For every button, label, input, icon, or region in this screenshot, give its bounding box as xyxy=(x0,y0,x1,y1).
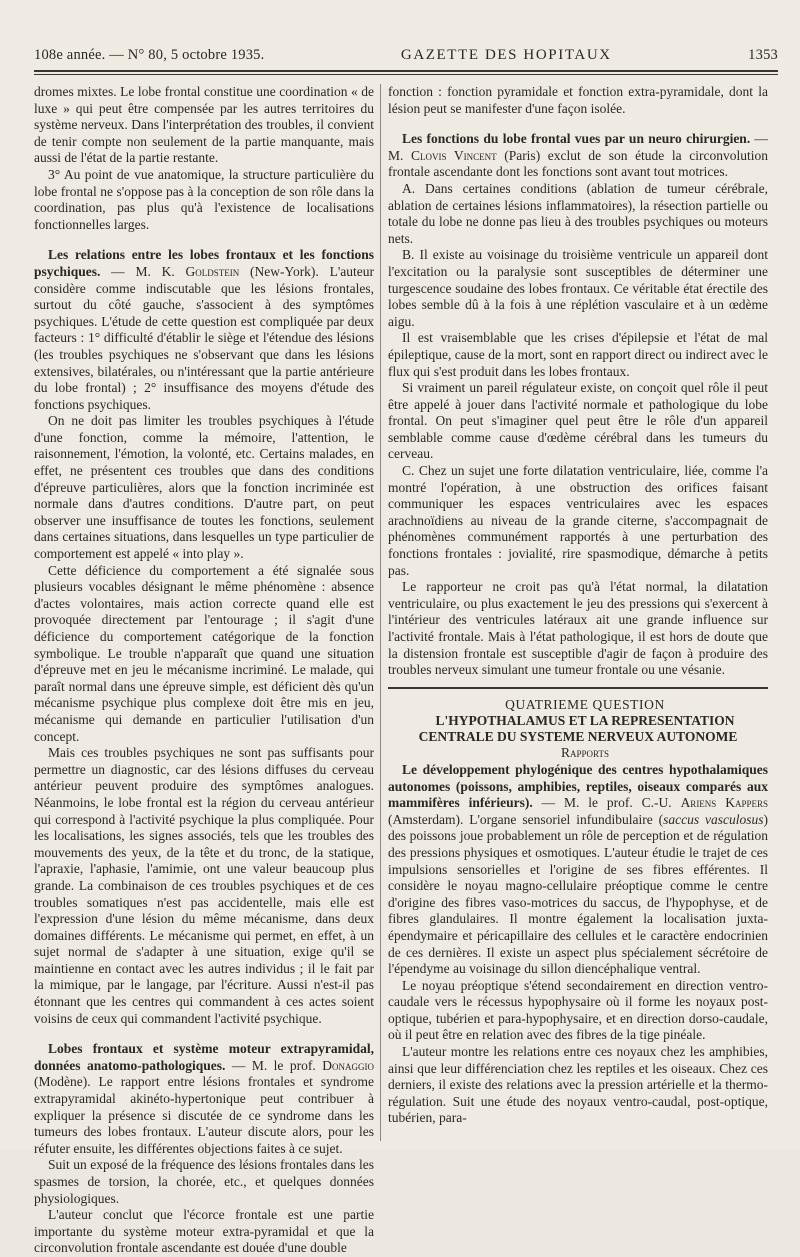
paragraph: L'auteur montre les relations entre ces noyaux chez les amphibies, ainsi que leur différenciation chez les reptiles et les oiseaux. Chez ces derniers, il existe des relations avec la pression artérielle et la thermo-régulation. Suit une étude des noyaux ventro-caudal, post-optique, tubérien, para- xyxy=(388,1044,768,1126)
author-name: Ariens Kappers xyxy=(680,795,768,811)
page-number: 1353 xyxy=(748,47,778,63)
article-paragraph xyxy=(388,131,768,181)
journal-title: GAZETTE DES HOPITAUX xyxy=(400,47,612,63)
author-name: Clovis Vincent xyxy=(410,147,497,163)
paragraph: C. Chez un sujet une forte dilatation ventriculaire, liée, comme l'a montré l'opération, à une obstruction des orifices faisant communiquer les espaces ventriculaires avec les espaces arachnoïdiens au niveau de la grande citerne, s'accompagnait de phénomènes communément rapportés à une perturbation des fonctions frontales : jovialité, rire spasmodique, démarche à petits pas. xyxy=(388,463,768,578)
column-separator xyxy=(380,84,381,1141)
left-column xyxy=(34,84,374,1256)
paragraph: 3° Au point de vue anatomique, la structure particulière du lobe frontal ne s'oppose pas à la conception de son rôle dans la coordination, pas plus qu'à l'existence de localisations fonctionnelles larges. xyxy=(34,166,374,232)
subsection-heading: Rapports xyxy=(561,745,609,761)
header-rule-thin xyxy=(34,74,778,75)
paragraph-body: ) des poissons joue probablement un rôle de perception et de régulation des pressions physiques et osmotiques. L'auteur étudie le trajet de ces impulsions sensorielles et l'origine de ses fibres efférentes. Il considère le noyau magno-cellulaire préoptique comme le centre d'origine des fibres vaso-motrices du saccus, de l'hypophyse, et de fibres glandulaires. Il montre également la localisation juxta-épendymaire et péricapillaire des cellules et le caractère endocrinien de ces dernières. Il existe un aspect plus spécialement sécrétoire de l'épendyme au voisinage du sillon diencéphalique ventral. xyxy=(388,811,768,977)
paragraph: A. Dans certaines conditions (ablation de tumeur cérébrale, ablation de certaines lésions inflammatoires), la résection partielle ou totale du lobe ne donne pas lieu à des troubles psychiques ou moteurs nets. xyxy=(388,180,768,246)
paragraph-body: (New-York). L'auteur considère comme indiscutable que les lésions frontales, surtout du côté gauche, s'associent à des symptômes psychiques. L'étude de cette question est compliquée par deux facteurs : 1° difficulté d'établir le siège et l'étendue des lésions (les troubles psychiques ne s'observant que dans les lésions extensives, bilatérales, ou n'intéressant que la partie antérieure du lobe frontal) ; 2° insuffisance des moyens d'étude des fonctions psychiques. xyxy=(34,263,374,412)
paragraph: Suit un exposé de la fréquence des lésions frontales dans les spasmes de torsion, la chorée, etc., et quelques données physiologiques. xyxy=(34,1157,374,1206)
paragraph-body: (Modène). Le rapport entre lésions frontales et syndrome extrapyramidal akinéto-hypertonique peut contribuer à expliquer la présence si discutée de ce syndrome dans les tumeurs des lobes frontaux. L'auteur discute alors, pour les réfuter ensuite, les différentes objections faites à ce sujet. xyxy=(34,1074,374,1156)
byline-prefix: — M. le prof. xyxy=(225,1057,323,1073)
header-rule-thick xyxy=(34,70,778,72)
right-column xyxy=(388,84,768,1143)
paragraph: Cette déficience du comportement a été signalée sous plusieurs vocables désignant le même phénomène : absence d'actes volontaires, mais action correcte quand elle est provoquée directement par l'entourage ; il s'agit d'une déficience du comportement catégorique de la fonction symbolique. Le trouble n'apparaît que quand une situation d'épreuve met en jeu le mécanisme incriminé. Le malade, qui paraît normal dans une épreuve simple, est déficient dès qu'un mécanisme psychique plus complexe doit être mis en jeu, mécanisme qui demande en particulier l'utilisation d'un concept. xyxy=(34,562,374,744)
latin-term: saccus vasculosus xyxy=(663,811,764,827)
byline-prefix: — M. le prof. C.-U. xyxy=(532,795,681,811)
article-paragraph xyxy=(34,247,374,413)
section-rule xyxy=(388,687,768,689)
article-title: Les fonctions du lobe frontal vues par un neuro chirurgien. xyxy=(402,131,751,147)
chapter-title: L'HYPOTHALAMUS ET LA REPRESENTATION CENTRALE DU SYSTEME NERVEUX AUTONOME xyxy=(418,713,738,745)
author-name: Goldstein xyxy=(185,263,240,279)
section-heading: QUATRIEME QUESTION xyxy=(505,696,665,712)
article-title: Les relations entre les lobes frontaux et les fonctions psychiques. xyxy=(34,247,374,279)
article-title: Le développement phylogénique des centres hypothalamiques autonomes (poissons, amphibies, reptiles, oiseaux comparés aux mammifères inférieurs). xyxy=(388,761,768,811)
article-title: Lobes frontaux et système moteur extrapyramidal, données anatomo-pathologiques. xyxy=(34,1041,374,1073)
paragraph: dromes mixtes. Le lobe frontal constitue une coordination « de luxe » qui peut être compensée par les autres territoires du système nerveux. Dans l'interprétation des troubles, il convient de tenir compte non seulement de la partie manquante, mais aussi de l'état de la partie restante. xyxy=(34,84,374,166)
paragraph: L'auteur conclut que l'écorce frontale est une partie importante du système moteur extra-pyramidal et que la circonvolution frontale ascendante est douée d'une double xyxy=(34,1207,374,1256)
byline-prefix: — M. K. xyxy=(100,263,186,279)
paragraph: Il est vraisemblable que les crises d'épilepsie et l'état de mal épileptique, cause de la mort, sont en rapport direct ou indirect avec le flux qui s'est produit dans les lobes frontaux. xyxy=(388,330,768,379)
paragraph: Si vraiment un pareil régulateur existe, on conçoit quel rôle il peut être appelé à jouer dans l'activité normale et pathologique du lobe frontal. On peut s'imaginer quel peut être le rôle d'un appareil semblable comme cause d'œdème cérébral dans les tumeurs du cerveau. xyxy=(388,380,768,462)
paragraph: Le rapporteur ne croit pas qu'à l'état normal, la dilatation ventriculaire, ou plus exactement le jeu des pressions qui s'exercent à l'intérieur des ventricules latéraux ait une grande influence sur l'activité frontale. Mais à l'état pathologique, il est hors de doute que la distension frontale est susceptible d'agir de façon à produire des troubles nerveux simulant une tumeur frontale ou une vésanie. xyxy=(388,579,768,678)
author-name: Donaggio xyxy=(322,1057,374,1073)
issue-info: 108e année. — N° 80, 5 octobre 1935. xyxy=(34,47,265,63)
article-paragraph xyxy=(34,1041,374,1157)
paragraph-body: (Amsterdam). L'organe sensoriel infundibulaire ( xyxy=(388,811,664,827)
paragraph: On ne doit pas limiter les troubles psychiques à l'étude d'une fonction, comme la mémoire, l'attention, le raisonnement, l'émotion, la volonté, etc. Certains malades, en effet, ne présentent ces troubles que dans des conditions d'épreuve particulières, alors que la fonction incriminée est normale dans d'autres conditions. D'autre part, on peut observer une insuffisance de toutes les fonctions, seulement dans certaines situations, dans lesquelles un type particulier de comportement est appelé « into play ». xyxy=(34,413,374,562)
running-header xyxy=(34,40,778,64)
paragraph: Le noyau préoptique s'étend secondairement en direction ventro-caudale vers le récessus hypophysaire où il forme les noyaux post-optique, tubérien et para-hypophysaire, et en direction dorso-caudale, où il peut être en relation avec des fibres de la tige pinéale. xyxy=(388,977,768,1043)
paragraph: Mais ces troubles psychiques ne sont pas suffisants pour permettre un diagnostic, car des lésions diffuses du cerveau antérieur peuvent produire des symptômes analogues. Néanmoins, le lobe frontal est la région du cerveau antérieur qui correspond à l'activité psychique la plus compliquée. Pour les localisations, les signes associés, tels que les troubles des mouvements des yeux, de la tête et du tronc, de la statique, l'apraxie, l'aphasie, l'amimie, ont une valeur beaucoup plus grande. La combinaison de ces troubles psychiques et de ces troubles somatiques n'est pas accidentelle, mais elle est l'expression d'une lésion du même mécanisme, dans deux domaines différents. Le mécanisme qui permet, en effet, à un sujet normal de s'adapter à une situation, exige qu'il se maintienne en contact avec les autres individus ; il le fait par la mimique, par le langage, par l'écriture. Aussi n'est-il pas étonnant que les centres qui commandent à ces actes soient voisins de ceux qui commandent l'activité psychique. xyxy=(34,745,374,1026)
paragraph: B. Il existe au voisinage du troisième ventricule un appareil dont l'excitation ou la paralysie sont susceptibles de déterminer une turgescence soudaine des lobes frontaux. Ce véritable état érectile des lobes semble dû à la fois à une réplétion vasculaire et à un œdème aigu. xyxy=(388,247,768,329)
article-paragraph xyxy=(388,762,768,978)
byline-prefix: — M. xyxy=(388,131,769,163)
paragraph: fonction : fonction pyramidale et fonction extra-pyramidale, dont la lésion peut se manifester d'une façon isolée. xyxy=(388,84,768,116)
paragraph-body: (Paris) exclut de son étude la circonvolution frontale ascendante dont les fonctions sont avant tout motrices. xyxy=(388,147,768,180)
